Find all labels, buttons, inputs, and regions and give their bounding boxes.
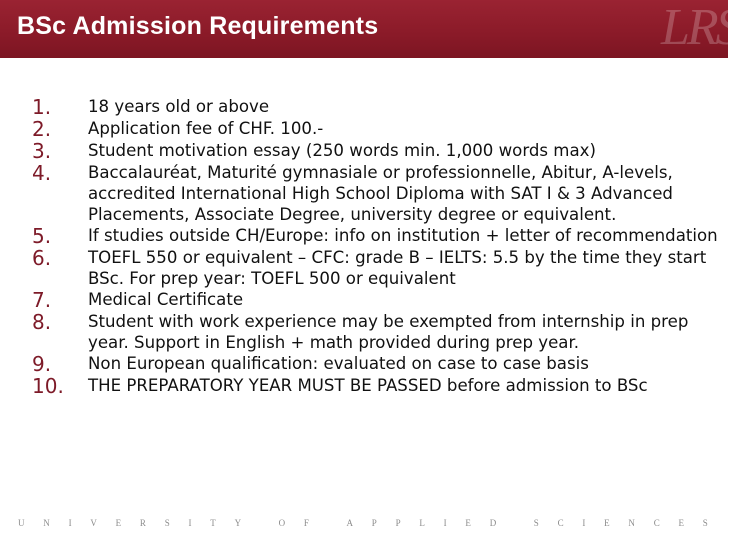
- item-text: TOEFL 550 or equivalent – CFC: grade B – IELTS: 5.5 by the time they start BSc. For prep year: TOEFL 500 or equivalent: [88, 248, 707, 288]
- item-number: 9.: [32, 352, 52, 376]
- item-text: Non European qualification: evaluated on case to case basis: [88, 354, 589, 373]
- footer-letter: T: [210, 518, 216, 528]
- list-item: [30, 140, 720, 162]
- requirements-list: [30, 96, 720, 397]
- item-number: 2.: [32, 117, 52, 141]
- footer-letter: Y: [234, 518, 242, 528]
- item-text: If studies outside CH/Europe: info on institution + letter of recommendation: [88, 226, 718, 245]
- footer-letter: A: [346, 518, 353, 528]
- item-number: 7.: [32, 288, 52, 312]
- footer-letter: F: [303, 518, 309, 528]
- item-text: Student motivation essay (250 words min. 1,000 words max): [88, 141, 596, 160]
- item-number: 8.: [32, 310, 52, 334]
- footer-letter: S: [164, 518, 170, 528]
- list-item: [30, 96, 720, 118]
- list-item: [30, 162, 720, 225]
- logo: [655, 0, 739, 58]
- footer-letter: S: [533, 518, 539, 528]
- footer-letter: U: [18, 518, 25, 528]
- footer-letter: I: [582, 518, 586, 528]
- list-item: [30, 289, 720, 311]
- footer-letter: P: [371, 518, 377, 528]
- footer-letter: P: [395, 518, 401, 528]
- item-number: 4.: [32, 161, 52, 185]
- footer-letter: O: [278, 518, 286, 528]
- list-item: [30, 375, 720, 397]
- footer-letter: E: [604, 518, 610, 528]
- item-number: 6.: [32, 246, 52, 270]
- item-number: 1.: [32, 95, 52, 119]
- footer-letter: I: [188, 518, 192, 528]
- footer-letter: N: [43, 518, 50, 528]
- footer-letter: L: [419, 518, 425, 528]
- footer-letter: V: [90, 518, 97, 528]
- list-item: [30, 311, 720, 353]
- footer-letter: C: [557, 518, 564, 528]
- footer-letter: C: [653, 518, 660, 528]
- title-bar: [0, 0, 739, 58]
- list-item: [30, 225, 720, 247]
- item-text: 18 years old or above: [88, 97, 270, 116]
- item-text: THE PREPARATORY YEAR MUST BE PASSED before admission to BSc: [88, 376, 648, 395]
- footer-letter: E: [678, 518, 684, 528]
- item-text: Medical Certificate: [88, 290, 244, 309]
- footer-letter: E: [115, 518, 122, 528]
- item-text: Student with work experience may be exempted from internship in prep year. Support in English + math provided during prep year.: [88, 312, 689, 352]
- footer-letter: S: [702, 518, 708, 528]
- logo-text: LRS: [661, 0, 739, 56]
- list-item: [30, 118, 720, 140]
- footer-letter: I: [68, 518, 72, 528]
- list-item: [30, 353, 720, 375]
- footer-letter: D: [489, 518, 497, 528]
- footer-letter: N: [628, 518, 635, 528]
- footer-letter: E: [465, 518, 471, 528]
- item-number: 10.: [32, 374, 64, 398]
- item-text: Application fee of CHF. 100.-: [88, 119, 324, 138]
- slide-title: BSc Admission Requirements: [17, 12, 379, 40]
- item-number: 3.: [32, 139, 52, 163]
- item-text: Baccalauréat, Maturité gymnasiale or professionnelle, Abitur, A-levels, accredited International High School Diploma with SAT I & 3 Advanced Placements, Associate Degree, university degree or equivalent.: [88, 163, 673, 224]
- footer-letter: R: [139, 518, 146, 528]
- footer-letter: I: [443, 518, 447, 528]
- footer-university-of-applied-sciences: [18, 518, 708, 528]
- item-number: 5.: [32, 224, 52, 248]
- list-item: [30, 247, 720, 289]
